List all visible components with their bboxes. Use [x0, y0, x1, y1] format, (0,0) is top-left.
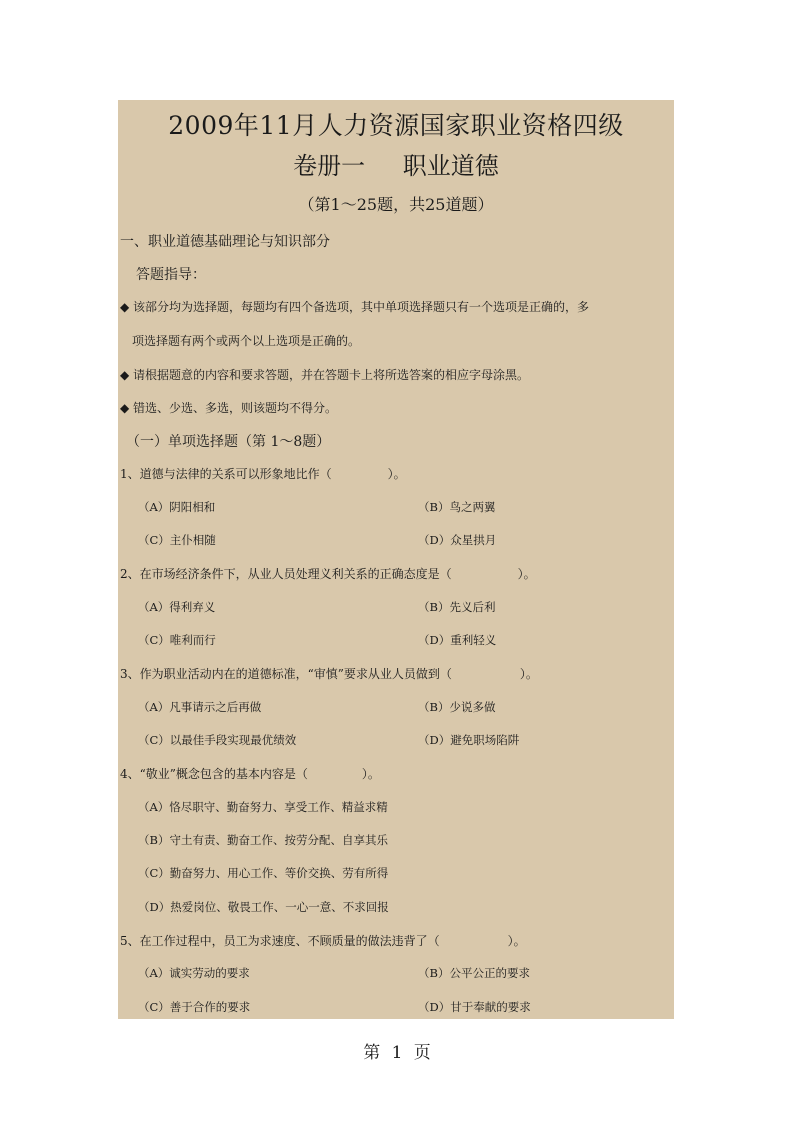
question-range: （第1～25题，共25道题）	[298, 195, 494, 214]
option-b: （B）守土有责、勤奋工作、按劳分配、自享其乐	[138, 833, 388, 847]
option-d: （D）避免职场陷阱	[418, 733, 520, 747]
option-d: （D）重利轻义	[418, 633, 497, 647]
exam-subtitle: 卷册一 职业道德	[293, 152, 499, 180]
guide-line: ◆ 错选、少选、多选，则该题均不得分。	[120, 401, 338, 415]
option-a: （A）恪尽职守、勤奋努力、享受工作、精益求精	[138, 800, 388, 814]
option-a: （A）诚实劳动的要求	[138, 966, 250, 980]
section-heading: 一、职业道德基础理论与知识部分	[120, 234, 330, 250]
option-a: （A）阴阳相和	[138, 500, 216, 514]
exam-page	[118, 100, 674, 1019]
option-c: （C）勤奋努力、用心工作、等价交换、劳有所得	[138, 866, 389, 880]
guide-heading: 答题指导：	[136, 267, 206, 283]
option-b: （B）先义后利	[418, 600, 496, 614]
question-stem: 2、在市场经济条件下，从业人员处理义利关系的正确态度是（ ）。	[120, 567, 536, 581]
guide-line: ◆ 请根据题意的内容和要求答题，并在答题卡上将所选答案的相应字母涂黑。	[120, 368, 530, 382]
page-number: 第 1 页	[363, 1043, 431, 1063]
question-stem: 3、作为职业活动内在的道德标准，“审慎”要求从业人员做到（ ）。	[120, 667, 538, 681]
option-d: （D）甘于奉献的要求	[418, 1000, 531, 1014]
option-c: （C）善于合作的要求	[138, 1000, 251, 1014]
exam-title: 2009年11月人力资源国家职业资格四级	[168, 111, 624, 140]
option-d: （D）热爱岗位、敬畏工作、一心一意、不求回报	[138, 900, 389, 914]
option-a: （A）得利弃义	[138, 600, 216, 614]
question-stem: 5、在工作过程中，员工为求速度、不顾质量的做法违背了（ ）。	[120, 934, 526, 948]
subsection-heading: （一）单项选择题（第 1～8题）	[126, 434, 331, 450]
question-stem: 4、“敬业”概念包含的基本内容是（ ）。	[120, 767, 380, 781]
option-b: （B）公平公正的要求	[418, 966, 530, 980]
option-b: （B）少说多做	[418, 700, 496, 714]
guide-line: 项选择题有两个或两个以上选项是正确的。	[132, 334, 361, 348]
option-a: （A）凡事请示之后再做	[138, 700, 262, 714]
option-b: （B）鸟之两翼	[418, 500, 496, 514]
guide-line: ◆ 该部分均为选择题，每题均有四个备选项，其中单项选择题只有一个选项是正确的，多	[120, 300, 590, 314]
option-c: （C）唯利而行	[138, 633, 216, 647]
question-stem: 1、道德与法律的关系可以形象地比作（ ）。	[120, 467, 406, 481]
option-c: （C）以最佳手段实现最优绩效	[138, 733, 297, 747]
option-d: （D）众星拱月	[418, 533, 497, 547]
option-c: （C）主仆相随	[138, 533, 216, 547]
